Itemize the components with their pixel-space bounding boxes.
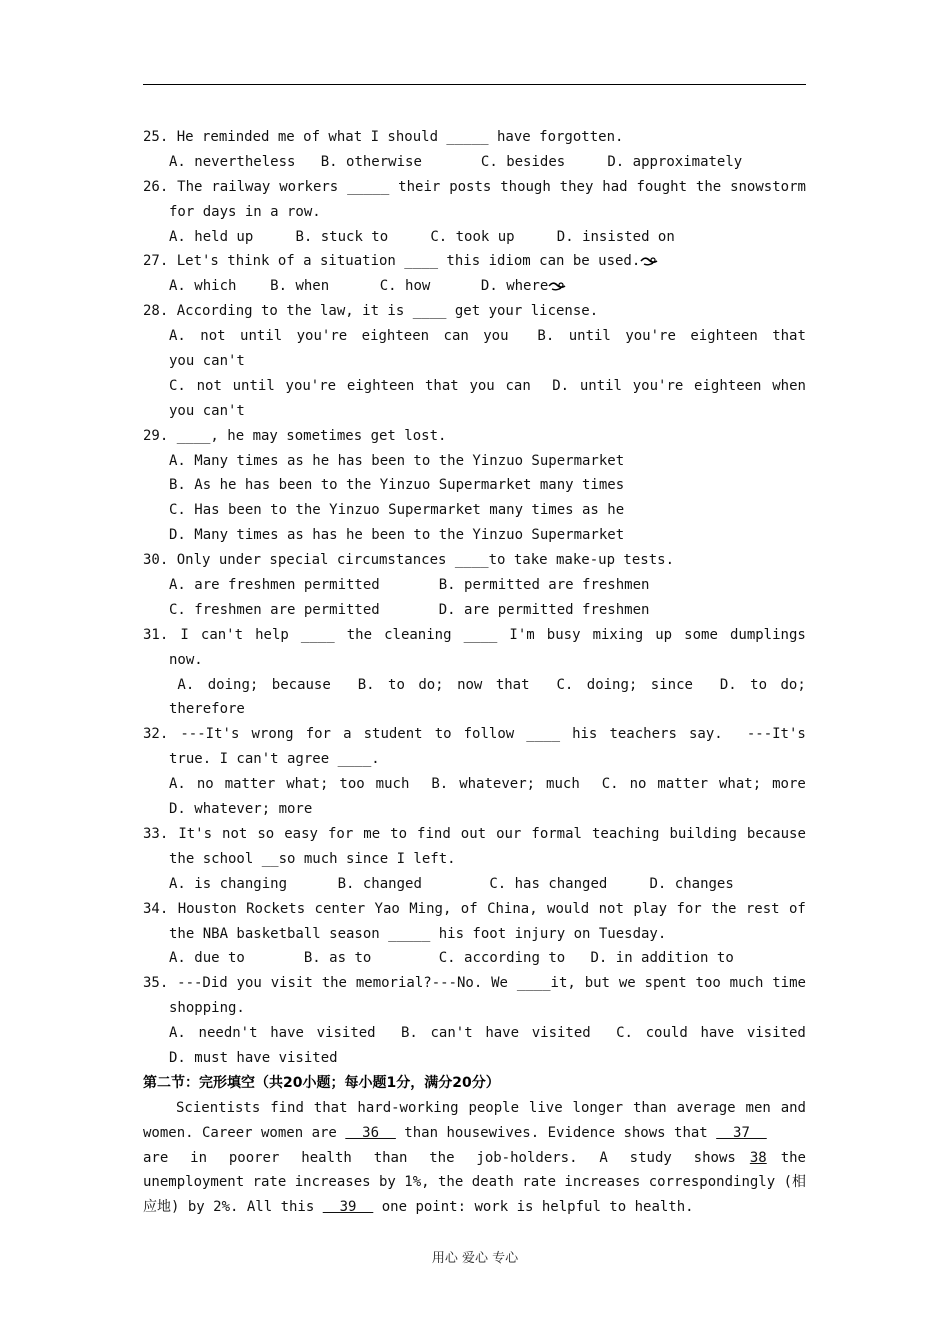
word: workers [279, 178, 339, 195]
word: too [339, 776, 365, 793]
word: the [711, 900, 737, 917]
header-rule [143, 84, 806, 85]
word: too [695, 975, 721, 992]
q26-option-a: A. held up [169, 228, 254, 245]
word: cleaning [384, 626, 452, 643]
passage-text: one point: work is helpful to health. [373, 1199, 694, 1216]
passage-text: than housewives. Evidence shows that [395, 1124, 717, 1141]
word: for [327, 825, 354, 842]
word: men [745, 1099, 771, 1116]
blank-38[interactable]: 38 [749, 1149, 767, 1166]
word: you're [632, 377, 684, 394]
q27-option-c: C. how [379, 278, 431, 295]
passage-line5 [143, 1195, 806, 1220]
q33-option-b: B. changed [337, 875, 422, 892]
word: C. [556, 676, 574, 693]
word: visit [270, 975, 313, 992]
word: ---It's [746, 726, 806, 743]
word: play [633, 900, 668, 917]
word: out [460, 825, 487, 842]
word: a [343, 726, 352, 743]
word: you're [625, 328, 676, 345]
word: say. [688, 726, 723, 743]
word: dumplings [729, 626, 806, 643]
word: D. [719, 676, 737, 693]
word: find [270, 1099, 304, 1116]
passage-line4: unemployment rate increases by 1%, the death rate increases correspondingly (相 [143, 1174, 807, 1191]
word: Ming, [409, 900, 452, 917]
word: B. [431, 776, 449, 793]
word: until [568, 328, 611, 345]
q30-option-d: D. are permitted freshmen [438, 601, 650, 618]
word: since [650, 676, 693, 693]
word: to [434, 726, 452, 743]
word: A [599, 1149, 608, 1166]
word: eighteen [361, 328, 430, 345]
word: have [270, 1025, 304, 1042]
word: The [177, 178, 203, 195]
word: I'm [509, 626, 535, 643]
q30-options-row1 [143, 573, 806, 598]
passage-text: the [780, 1149, 806, 1166]
word: _____ [347, 178, 390, 195]
word: B. [400, 1025, 418, 1042]
q35-stem-line1 [143, 971, 806, 996]
word: for [305, 726, 331, 743]
word: railway [211, 178, 271, 195]
word: you [236, 975, 262, 992]
q31-stem-line2: now. [169, 651, 203, 668]
q25-option-b: B. otherwise [320, 153, 422, 170]
word: Scientists [176, 1099, 261, 1116]
word: not [598, 900, 624, 917]
word: than [373, 1149, 408, 1166]
word: of [460, 900, 478, 917]
q35-options-line2: D. must have visited [169, 1049, 338, 1066]
q25-option-c: C. besides [480, 153, 566, 170]
q32-options-line2: D. whatever; more [169, 801, 313, 818]
word: 34. [143, 900, 169, 917]
word: the [695, 178, 722, 195]
q29-stem: 29. ____, he may sometimes get lost. [143, 427, 447, 444]
word: A. [169, 328, 186, 345]
word: fought [636, 178, 688, 195]
word: ____ [526, 726, 560, 743]
word: formal [531, 825, 582, 842]
q31-options-line1 [143, 673, 806, 698]
q27-option-a: A. which [169, 278, 237, 295]
q28-options-line3 [143, 374, 806, 399]
word: do; [418, 676, 444, 693]
q27-option-b: B. when [270, 278, 330, 295]
q26-option-d: D. insisted on [556, 228, 675, 245]
word: to [390, 825, 408, 842]
q30-stem: 30. Only under special circumstances ____to take make-up tests. [143, 552, 675, 569]
word: not [200, 328, 226, 345]
passage-line1 [143, 1096, 806, 1121]
word: eighteen [694, 377, 762, 394]
q32-stem-line1 [143, 722, 806, 747]
word: 31. [143, 626, 169, 643]
word: and [780, 1099, 806, 1116]
q32-options-line1 [143, 772, 806, 797]
word: to [388, 676, 405, 693]
word: A. [169, 1025, 186, 1042]
q28-options-line4: you can't [169, 402, 245, 419]
word: have [485, 1025, 520, 1042]
word: wrong [251, 726, 294, 743]
q32-stem-line2: true. I can't agree ____. [169, 751, 380, 768]
word: rest [745, 900, 780, 917]
q35-options-line1 [143, 1021, 806, 1046]
q30-options-row2 [143, 598, 806, 623]
q33-option-c: C. has changed [489, 875, 608, 892]
word: teaching [591, 825, 660, 842]
word: C. [616, 1025, 633, 1042]
word: his [572, 726, 598, 743]
word: center [314, 900, 366, 917]
word: the [346, 626, 373, 643]
exam-content [143, 125, 806, 1220]
word: busy [546, 626, 581, 643]
word: B. [537, 328, 555, 345]
word: though [500, 178, 551, 195]
word: their [398, 178, 441, 195]
q30-option-b: B. permitted are freshmen [438, 577, 650, 594]
word: snowstorm [730, 178, 806, 195]
word: can [505, 377, 531, 394]
q26-option-b: B. stuck to [295, 228, 389, 245]
word: study [629, 1149, 672, 1166]
word: C. [169, 377, 186, 394]
q30-option-c: C. freshmen are permitted [169, 601, 380, 618]
word: more [772, 776, 806, 793]
word: to [750, 676, 768, 693]
word: when [772, 377, 806, 394]
word: we [618, 975, 636, 992]
word: for [676, 900, 702, 917]
word: that [425, 377, 459, 394]
word: that [495, 676, 530, 693]
word: posts [449, 178, 492, 195]
word: A. [169, 776, 186, 793]
word: you [469, 377, 495, 394]
word: of [788, 900, 806, 917]
word: shows [693, 1149, 736, 1166]
q33-option-a: A. is changing [169, 875, 288, 892]
word: but [584, 975, 610, 992]
q26-option-c: C. took up [430, 228, 515, 245]
word: whatever; [459, 776, 536, 793]
word: people [468, 1099, 520, 1116]
word: visited [746, 1025, 806, 1042]
word: Houston [177, 900, 237, 917]
word: you [483, 328, 509, 345]
word: some [684, 626, 718, 643]
passage-text: 应地) by 2%. All this [143, 1199, 323, 1216]
word: live [528, 1099, 563, 1116]
word: ____ [300, 626, 335, 643]
q25-stem: 25. He reminded me of what I should _____ have forgotten. [143, 129, 624, 145]
word: mixing [592, 626, 644, 643]
word: have [700, 1025, 735, 1042]
q26-options [143, 225, 806, 250]
word: up [655, 626, 673, 643]
word: visited [531, 1025, 591, 1042]
word: time [772, 975, 806, 992]
q27-stem-line [143, 249, 806, 274]
q31-options-line2: therefore [169, 701, 245, 718]
word: Yao [374, 900, 400, 917]
word: they [559, 178, 594, 195]
word: ____it, [516, 975, 576, 992]
blank-39[interactable]: 39 [322, 1199, 374, 1216]
q26-stem-line1 [143, 175, 806, 200]
word: ____ [463, 626, 498, 643]
q30-option-a: A. are freshmen permitted [169, 577, 380, 594]
word: can't [430, 1025, 473, 1042]
handwriting-mark-icon [548, 280, 566, 292]
q33-stem-line1 [143, 822, 806, 847]
word: that [772, 328, 806, 345]
word: teachers [609, 726, 677, 743]
word: ---Did [177, 975, 228, 992]
q29-option-c: C. Has been to the Yinzuo Supermarket many times as he [169, 502, 625, 519]
passage-text [143, 1146, 736, 1171]
section-heading: 第二节：完形填空（共20小题；每小题1分，满分20分） [143, 1074, 500, 1091]
word: not [222, 825, 248, 842]
word: the [429, 1149, 455, 1166]
q34-option-a: A. due to [169, 950, 245, 967]
q34-option-c: C. according to [438, 950, 566, 967]
page-footer: 用心 爱心 专心 [431, 1251, 519, 1266]
word: do; [780, 676, 806, 693]
q27-options [143, 274, 806, 299]
q27-stem: 27. Let's think of a situation ____ this idiom can be used. [143, 253, 641, 270]
q27-option-d: D. where [480, 278, 549, 295]
blank-36[interactable]: 36 [345, 1124, 396, 1141]
word: needn't [198, 1025, 258, 1042]
word: find [417, 825, 451, 842]
q34-option-b: B. as to [303, 950, 372, 967]
word: health [301, 1149, 352, 1166]
word: now [457, 676, 483, 693]
word: what; [718, 776, 762, 793]
word: follow [463, 726, 515, 743]
word: you're [285, 377, 337, 394]
q25-option-d: D. approximately [607, 153, 743, 170]
word: would [547, 900, 590, 917]
blank-37[interactable]: 37 [716, 1124, 767, 1141]
q34-stem-line2: the NBA basketball season _____ his foot injury on Tuesday. [169, 925, 667, 942]
word: can [443, 328, 469, 345]
word: because [746, 825, 806, 842]
word: until [240, 328, 283, 345]
word: you're [296, 328, 348, 345]
word: average [676, 1099, 736, 1116]
handwriting-mark-icon [640, 255, 658, 267]
word: memorial?---No. [355, 975, 483, 992]
q28-options-line1 [143, 324, 806, 349]
word: A. [169, 676, 195, 693]
word: C. [601, 776, 619, 793]
word: D. [552, 377, 570, 394]
word: 32. [143, 726, 169, 743]
q29-option-b: B. As he has been to the Yinzuo Supermarket many times [169, 477, 625, 494]
word: B. [357, 676, 375, 693]
q35-stem-line2: shopping. [169, 1000, 245, 1017]
q31-stem-line1 [143, 623, 806, 648]
q29-option-d: D. Many times as has he been to the Yinzuo Supermarket [169, 527, 625, 544]
q34-option-d: D. in addition to [590, 950, 734, 967]
word: what; [286, 776, 329, 793]
word: 33. [143, 825, 169, 842]
word: spent [644, 975, 687, 992]
word: because [271, 676, 331, 693]
word: hard-working [357, 1099, 459, 1116]
word: could [645, 1025, 688, 1042]
q33-option-d: D. changes [649, 875, 734, 892]
passage-text: women. Career women are [143, 1124, 346, 1141]
q33-options [143, 872, 806, 897]
q28-stem: 28. According to the law, it is ____ get your license. [143, 303, 599, 320]
word: poorer [228, 1149, 280, 1166]
word: doing; [207, 676, 259, 693]
word: much [729, 975, 764, 992]
word: the [321, 975, 347, 992]
word: not [196, 377, 222, 394]
passage-line2 [143, 1121, 806, 1146]
word: I [180, 626, 189, 643]
word: until [579, 377, 622, 394]
passage-line3 [143, 1146, 806, 1171]
q29-option-a: A. Many times as he has been to the Yinzuo Supermarket [169, 452, 625, 469]
word: no [196, 776, 214, 793]
word: job-holders. [476, 1149, 578, 1166]
q34-stem-line1 [143, 897, 806, 922]
word: doing; [586, 676, 638, 693]
word: me [363, 825, 381, 842]
word: can't [200, 626, 244, 643]
word: matter [657, 776, 708, 793]
q28-options-line2: you can't [169, 353, 245, 370]
word: ---It's [180, 726, 240, 743]
q33-stem-line2: the school __so much since I left. [169, 850, 456, 867]
q25-option-a: A. nevertheless [169, 153, 296, 170]
word: help [255, 626, 289, 643]
word: It's [178, 825, 213, 842]
word: 26. [143, 178, 169, 195]
word: than [633, 1099, 667, 1116]
word: building [669, 825, 737, 842]
word: eighteen [346, 377, 415, 394]
word: much [375, 776, 410, 793]
word: until [232, 377, 275, 394]
word: no [629, 776, 647, 793]
word: student [363, 726, 423, 743]
word: our [496, 825, 522, 842]
word: are [143, 1149, 169, 1166]
q25-options [143, 150, 806, 175]
word: visited [316, 1025, 376, 1042]
word: We [491, 975, 508, 992]
word: so [257, 825, 275, 842]
word: that [313, 1099, 348, 1116]
word: Rockets [246, 900, 306, 917]
word: had [602, 178, 628, 195]
q26-stem-line2: for days in a row. [169, 203, 321, 220]
word: China, [487, 900, 538, 917]
q34-options [143, 946, 806, 971]
word: matter [224, 776, 276, 793]
word: longer [572, 1099, 624, 1116]
word: 35. [143, 975, 169, 992]
word: easy [284, 825, 318, 842]
word: eighteen [690, 328, 758, 345]
word: much [546, 776, 580, 793]
word: in [190, 1149, 207, 1166]
